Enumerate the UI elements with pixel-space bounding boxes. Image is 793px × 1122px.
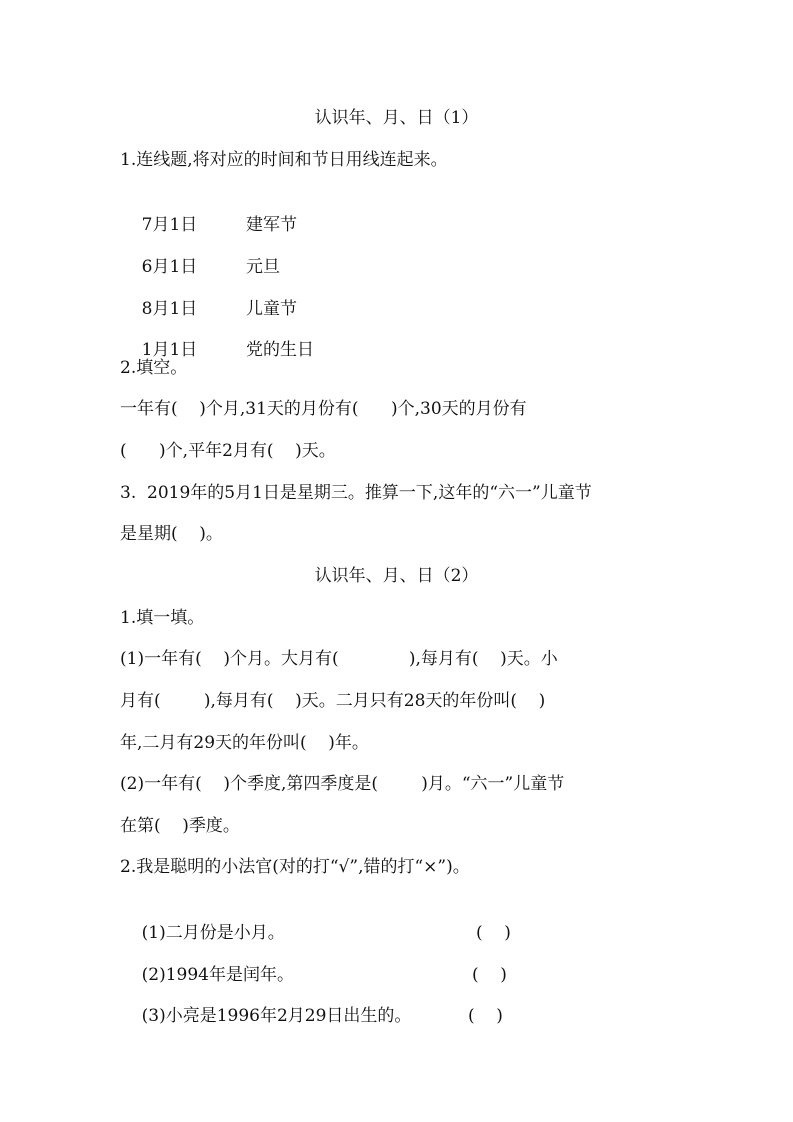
- match-date: 8月1日: [141, 299, 198, 319]
- match-festival: 建军节: [246, 215, 297, 235]
- s1-q2-line: 一年有( )个月,31天的月份有( )个,30天的月份有: [120, 399, 527, 419]
- match-row: [120, 314, 314, 360]
- s1-q1-prompt: 1.连线题,将对应的时间和节日用线连起来。: [120, 150, 448, 170]
- judge-text: (3)小亮是1996年2月29日出生的。: [141, 1006, 412, 1026]
- s1-q2-prompt: 2.填空。: [120, 358, 188, 378]
- s1-q3-line: 是星期( )。: [120, 524, 223, 544]
- match-date: 7月1日: [141, 215, 198, 235]
- section1-title: 认识年、月、日（1）: [314, 108, 479, 128]
- match-festival: 元旦: [246, 257, 280, 277]
- match-row: [120, 231, 280, 277]
- s2-q1-line: 在第( )季度。: [120, 816, 240, 836]
- judge-item: [120, 939, 507, 985]
- s2-q2-prompt: 2.我是聪明的小法官(对的打“√”,错的打“×”)。: [120, 857, 470, 877]
- s2-q1-prompt: 1.填一填。: [120, 608, 205, 628]
- s2-q1-line: (1)一年有( )个月。大月有( ),每月有( )天。小: [120, 649, 558, 669]
- judge-item: [120, 897, 511, 943]
- s2-q1-line: 年,二月有29天的年份叫( )年。: [120, 733, 369, 753]
- match-festival: 儿童节: [246, 299, 297, 319]
- answer-blank: ( ): [476, 923, 511, 943]
- judge-text: (2)1994年是闰年。: [141, 965, 294, 985]
- section2-title: 认识年、月、日（2）: [314, 566, 479, 586]
- match-date: 6月1日: [141, 257, 198, 277]
- match-date: 1月1日: [141, 340, 198, 360]
- judge-text: (1)二月份是小月。: [141, 923, 285, 943]
- s2-q1-line: (2)一年有( )个季度,第四季度是( )月。“六一”儿童节: [120, 774, 565, 794]
- answer-blank: ( ): [468, 1006, 503, 1026]
- match-row: [120, 273, 297, 319]
- match-festival: 党的生日: [246, 340, 314, 360]
- s2-q1-line: 月有( ),每月有( )天。二月只有28天的年份叫( ): [120, 691, 546, 711]
- answer-blank: ( ): [472, 965, 507, 985]
- s1-q2-line: ( )个,平年2月有( )天。: [120, 441, 336, 461]
- s1-q3-line: 3. 2019年的5月1日是星期三。推算一下,这年的“六一”儿童节: [120, 483, 592, 503]
- judge-item: [120, 980, 503, 1026]
- match-row: [120, 189, 297, 235]
